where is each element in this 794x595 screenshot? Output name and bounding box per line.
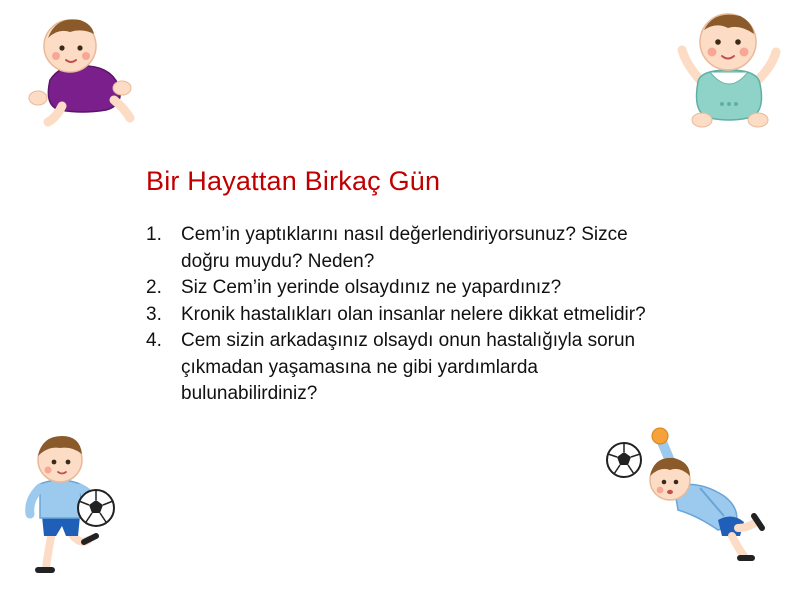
goalkeeper-boy-illustration xyxy=(620,424,770,570)
question-number: 3. xyxy=(146,303,162,325)
list-item xyxy=(146,328,676,408)
question-number: 2. xyxy=(146,277,162,298)
list-item xyxy=(146,302,676,329)
boy-kicking-ball-illustration xyxy=(22,428,126,578)
question-text: Siz Cem’in yerinde olsaydınız ne yapardınız? xyxy=(181,277,562,298)
question-number: 4. xyxy=(146,330,162,351)
list-item xyxy=(146,222,676,275)
list-item xyxy=(146,275,676,302)
question-list xyxy=(146,222,676,408)
question-text: Cem’in yaptıklarını nasıl değerlendiriyorsunuz? Sizce doğru muydu? Neden? xyxy=(181,224,628,272)
soccer-ball-icon xyxy=(78,490,114,526)
question-number: 1. xyxy=(146,224,162,245)
question-text: Cem sizin arkadaşınız olsaydı onun hastalığıyla sorun çıkmadan yaşamasına ne gibi yardımlarda bulunabilirdiniz? xyxy=(181,330,636,404)
slide-title: Bir Hayattan Birkaç Gün xyxy=(146,166,441,196)
sitting-baby-illustration xyxy=(674,8,784,134)
crawling-baby-illustration xyxy=(22,10,140,128)
question-text: Kronik hastalıkları olan insanlar nelere dikkat etmelidir? xyxy=(181,303,646,325)
